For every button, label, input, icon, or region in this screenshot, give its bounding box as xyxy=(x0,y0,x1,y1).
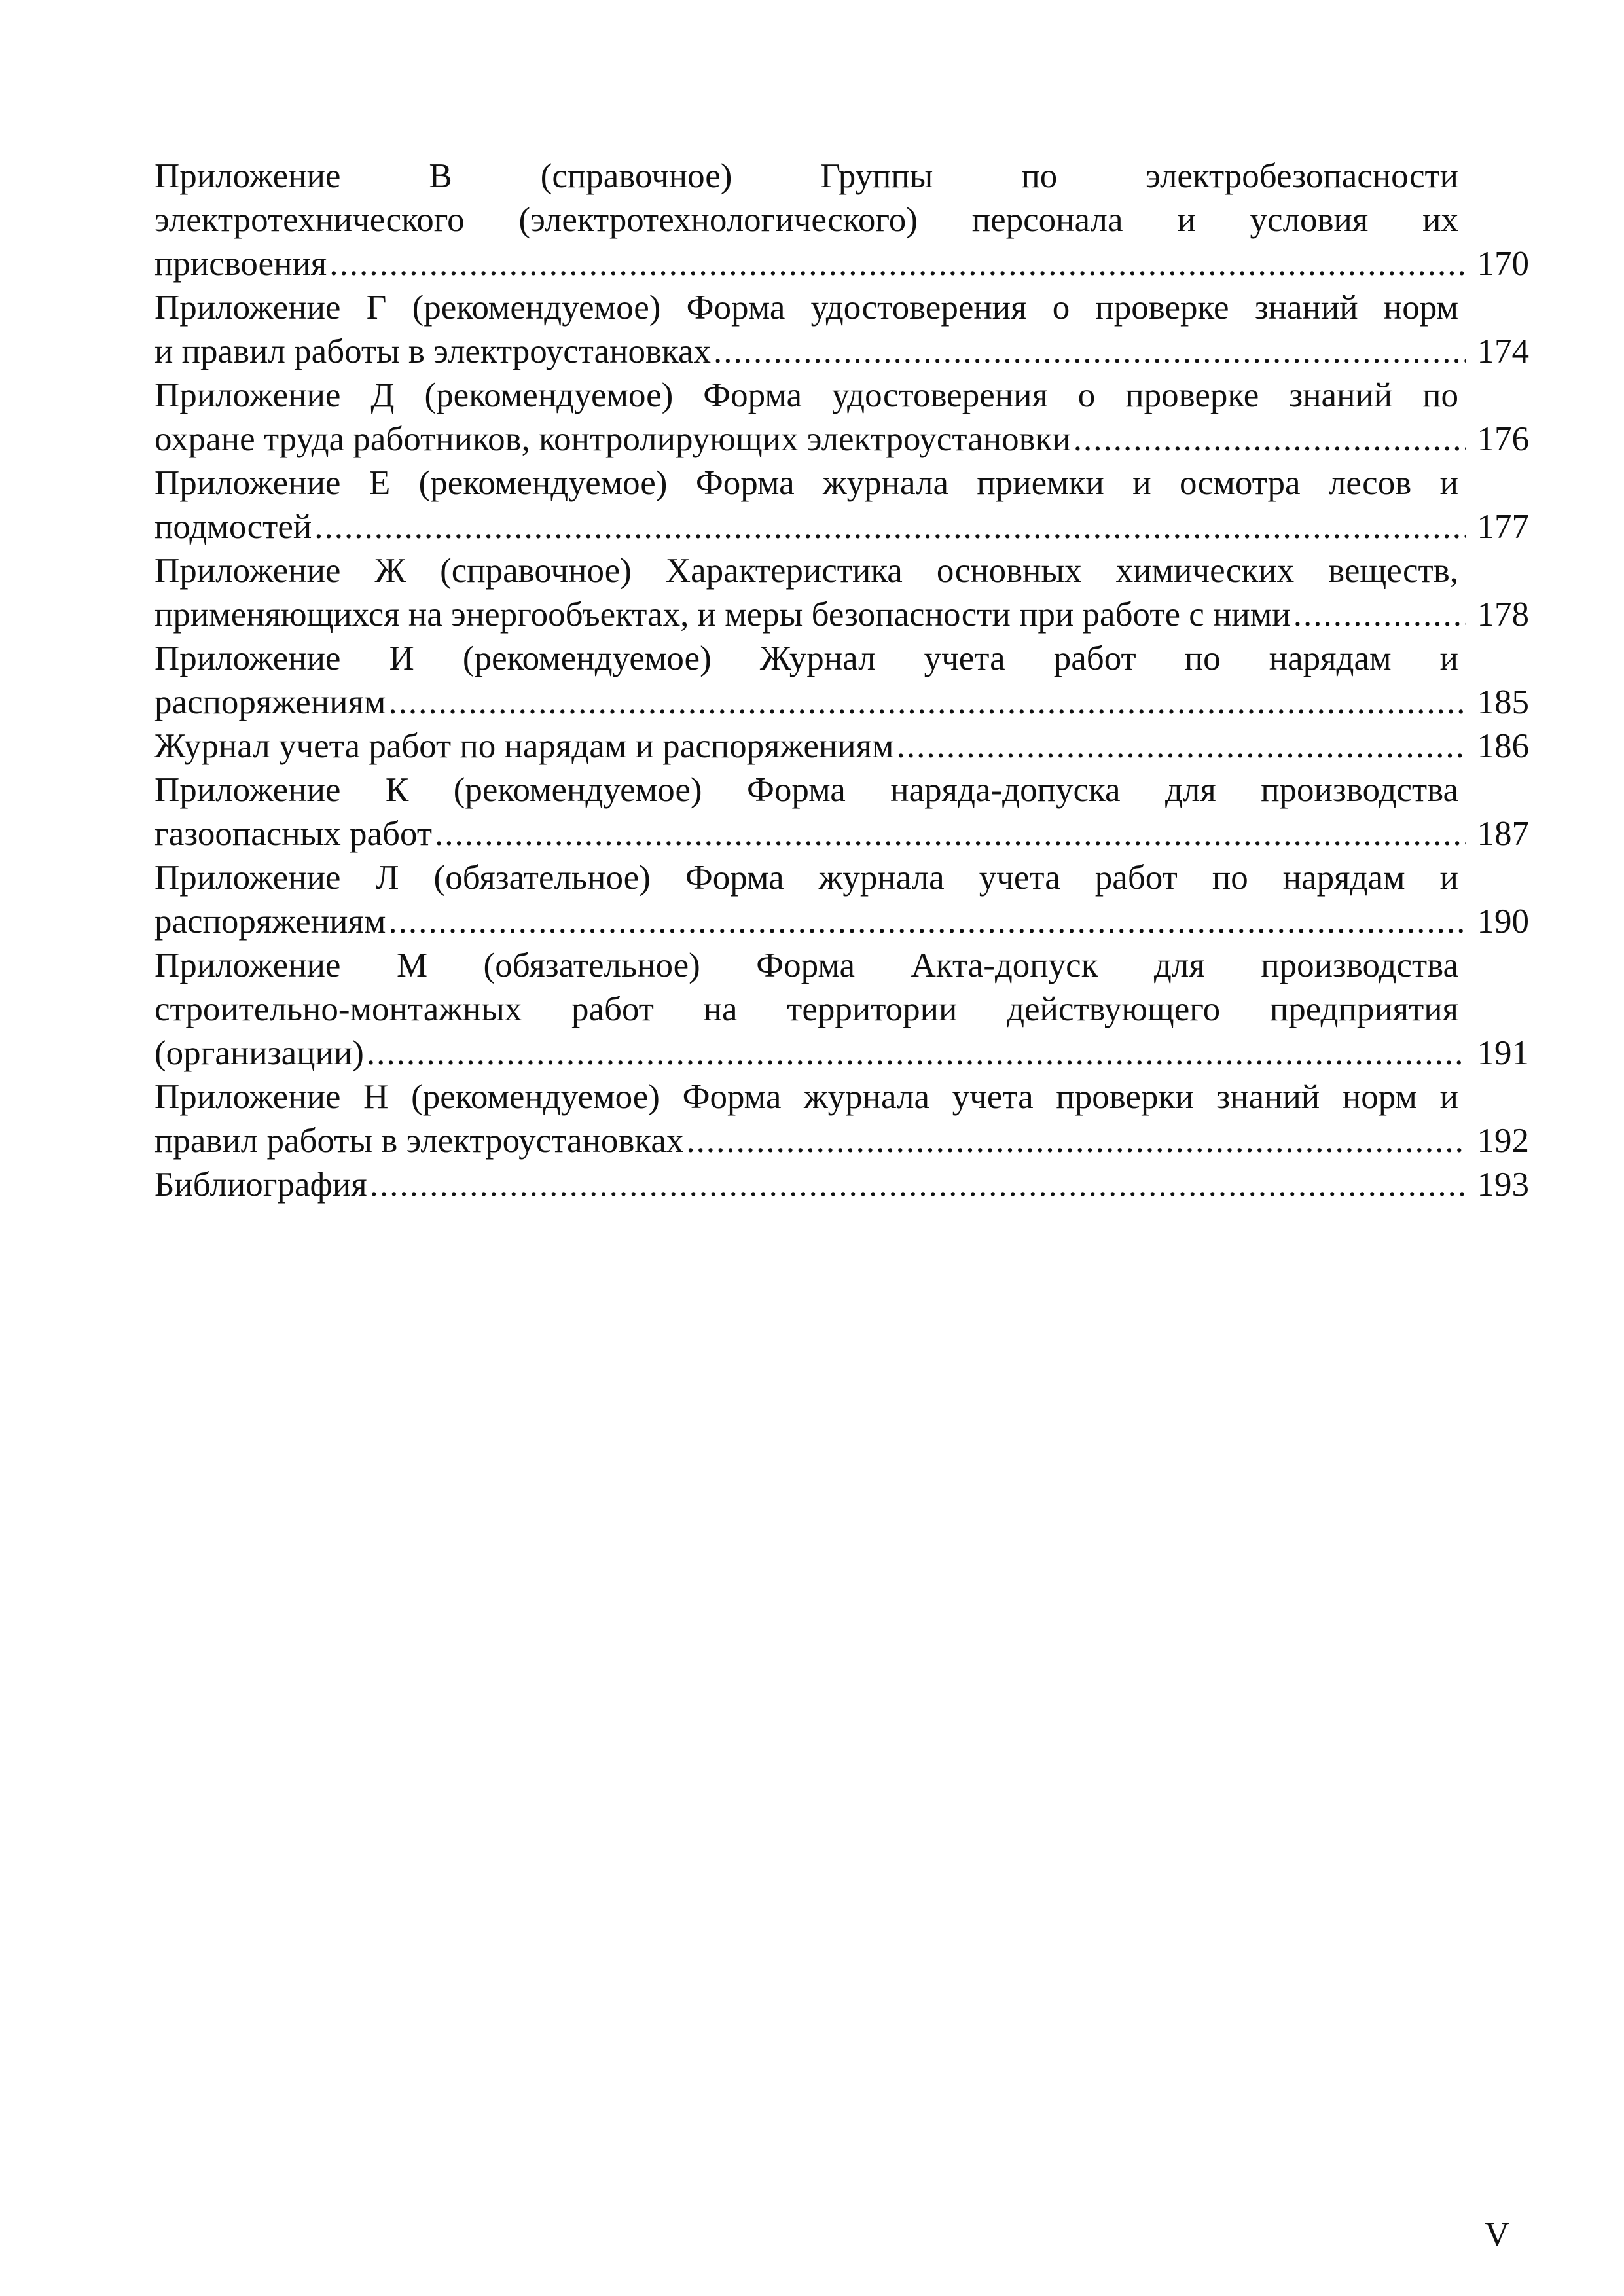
toc-page-number: 170 xyxy=(1477,245,1529,283)
dot-leader xyxy=(386,900,1466,944)
toc-entry-line: электротехнического (электротехнологического) персонала и условия их xyxy=(154,201,1458,239)
dot-leader xyxy=(386,681,1466,725)
toc-entry-title-end: подмостей xyxy=(154,508,312,546)
toc-entry-line: Приложение В (справочное) Группы по электробезопасности xyxy=(154,157,1458,195)
dot-leader xyxy=(364,1031,1466,1075)
toc-page-number: 192 xyxy=(1477,1122,1529,1160)
toc-page-number: 186 xyxy=(1477,727,1529,765)
toc-entry-appendix-d[interactable] xyxy=(154,374,1529,461)
toc-page-number: 174 xyxy=(1477,332,1529,370)
toc-entry-line: Приложение Е (рекомендуемое) Форма журнала приемки и осмотра лесов и xyxy=(154,464,1458,502)
toc-page-number: 193 xyxy=(1477,1166,1529,1204)
dot-leader xyxy=(432,812,1466,856)
page-folio: V xyxy=(1485,2215,1510,2253)
toc-entry-bibliography[interactable] xyxy=(154,1163,1529,1207)
toc-entry-appendix-n[interactable] xyxy=(154,1075,1529,1163)
toc-entry-title-end: и правил работы в электроустановках xyxy=(154,332,711,370)
toc-entry-title-end: Журнал учета работ по нарядам и распоряжениям xyxy=(154,727,894,765)
toc-entry-appendix-i[interactable] xyxy=(154,637,1529,725)
toc-entry-line: Приложение И (рекомендуемое) Журнал учета работ по нарядам и xyxy=(154,639,1458,677)
toc-page-number: 191 xyxy=(1477,1034,1529,1072)
toc-entry-title-end: (организации) xyxy=(154,1034,364,1072)
toc-entry-line: Приложение Н (рекомендуемое) Форма журнала учета проверки знаний норм и xyxy=(154,1078,1458,1116)
dot-leader xyxy=(894,725,1466,768)
toc-entry-last-line xyxy=(154,242,1529,286)
toc-entry-line: Приложение Г (рекомендуемое) Форма удостоверения о проверке знаний норм xyxy=(154,289,1458,327)
toc-entry-title-end: правил работы в электроустановках xyxy=(154,1122,684,1160)
dot-leader xyxy=(1291,593,1466,637)
toc-entry-appendix-zh[interactable] xyxy=(154,549,1529,637)
toc-entry-last-line xyxy=(154,1119,1529,1163)
toc-page-number: 187 xyxy=(1477,815,1529,853)
dot-leader xyxy=(683,1119,1466,1163)
toc-page-number: 178 xyxy=(1477,596,1529,634)
toc-entry-appendix-e[interactable] xyxy=(154,461,1529,549)
toc-entry-line: Приложение К (рекомендуемое) Форма наряда-допуска для производства xyxy=(154,771,1458,809)
toc-entry-last-line xyxy=(154,725,1529,768)
toc-entry-appendix-m[interactable] xyxy=(154,944,1529,1075)
toc-entry-last-line xyxy=(154,593,1529,637)
toc-entry-last-line xyxy=(154,505,1529,549)
toc-entry-title-end: распоряжениям xyxy=(154,683,386,721)
toc-entry-line: Приложение Л (обязательное) Форма журнала учета работ по нарядам и xyxy=(154,859,1458,897)
toc-entry-title-end: газоопасных работ xyxy=(154,815,432,853)
dot-leader xyxy=(312,505,1466,549)
toc-entry-last-line xyxy=(154,1031,1529,1075)
toc-entry-title-end: присвоения xyxy=(154,245,327,283)
toc-entry-appendix-g[interactable] xyxy=(154,286,1529,374)
toc-entry-appendix-k[interactable] xyxy=(154,768,1529,856)
toc-entry-appendix-l[interactable] xyxy=(154,856,1529,944)
toc-entry-line: Приложение Ж (справочное) Характеристика основных химических веществ, xyxy=(154,552,1458,590)
toc-entry-last-line xyxy=(154,418,1529,461)
toc-page-number: 177 xyxy=(1477,508,1529,546)
toc-entry-last-line xyxy=(154,900,1529,944)
dot-leader xyxy=(367,1163,1466,1207)
toc-entry-last-line xyxy=(154,681,1529,725)
toc-entry-work-log[interactable] xyxy=(154,725,1529,768)
toc-entry-title-end: охране труда работников, контролирующих электроустановки xyxy=(154,420,1071,458)
toc-page-number: 176 xyxy=(1477,420,1529,458)
toc-entry-line: Приложение М (обязательное) Форма Акта-допуск для производства xyxy=(154,946,1458,984)
toc-entry-title-end: применяющихся на энергообъектах, и меры безопасности при работе с ними xyxy=(154,596,1291,634)
toc-entry-line: Приложение Д (рекомендуемое) Форма удостоверения о проверке знаний по xyxy=(154,376,1458,414)
dot-leader xyxy=(711,330,1466,374)
toc-entry-title-end: распоряжениям xyxy=(154,903,386,941)
toc-entry-last-line xyxy=(154,1163,1529,1207)
toc-entry-last-line xyxy=(154,330,1529,374)
toc-entry-last-line xyxy=(154,812,1529,856)
table-of-contents xyxy=(154,154,1529,1207)
toc-page-number: 185 xyxy=(1477,683,1529,721)
dot-leader xyxy=(327,242,1466,286)
dot-leader xyxy=(1071,418,1466,461)
toc-entry-title-end: Библиография xyxy=(154,1166,367,1204)
toc-entry-line: строительно-монтажных работ на территории действующего предприятия xyxy=(154,990,1458,1028)
toc-page-number: 190 xyxy=(1477,903,1529,941)
toc-entry-appendix-v[interactable] xyxy=(154,154,1529,286)
